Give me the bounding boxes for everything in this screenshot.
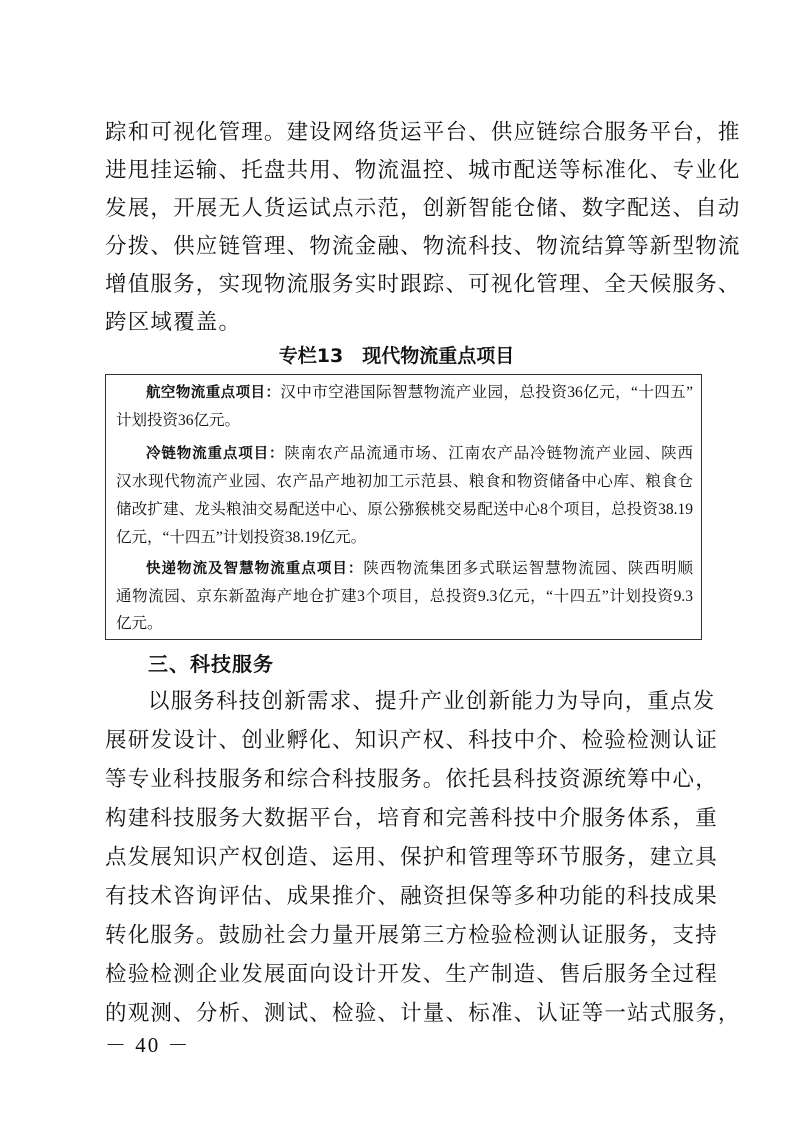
text-line: 展研发设计、创业孵化、知识产权、科技中介、检验检测认证 xyxy=(105,728,718,753)
text-line: 转化服务。鼓励社会力量开展第三方检验检测认证服务，支持 xyxy=(105,923,718,948)
box-item-aviation xyxy=(146,379,693,407)
text-line: 踪和可视化管理。建设网络货运平台、供应链综合服务平台，推 xyxy=(105,120,741,145)
section-heading: 三、科技服务 xyxy=(148,652,274,676)
box-item-text: 陕西物流集团多式联运智慧物流园、陕西明顺 xyxy=(363,560,693,577)
text-line: 分拨、供应链管理、物流金融、物流科技、物流结算等新型物流 xyxy=(105,234,741,259)
text-line: 构建科技服务大数据平台，培育和完善科技中介服务体系，重 xyxy=(105,806,718,831)
text-line: 以服务科技创新需求、提升产业创新能力为导向，重点发 xyxy=(148,689,716,714)
box-item-label: 冷链物流重点项目： xyxy=(146,446,285,462)
text-line: 等专业科技服务和综合科技服务。依托县科技资源统筹中心， xyxy=(105,767,718,792)
text-line: 跨区域覆盖。 xyxy=(105,310,242,335)
box-item-label: 航空物流重点项目： xyxy=(146,385,281,401)
box-text-line: 亿元，“十四五”计划投资38.19亿元。 xyxy=(116,529,367,546)
box-item-text: 陕南农产品流通市场、江南农产品冷链物流产业园、陕西 xyxy=(284,445,693,462)
box-item-cold-chain xyxy=(146,440,693,468)
text-line: 点发展知识产权创造、运用、保护和管理等环节服务，建立具 xyxy=(105,845,718,870)
box-item-express-smart xyxy=(146,555,693,583)
text-line: 增值服务，实现物流服务实时跟踪、可视化管理、全天候服务、 xyxy=(105,272,741,297)
box-text-line: 计划投资36亿元。 xyxy=(116,412,241,429)
box-text-line: 汉水现代物流产业园、农产品产地初加工示范县、粮食和物资储备中心库、粮食仓 xyxy=(116,473,693,490)
text-line: 发展，开展无人货运试点示范，创新智能仓储、数字配送、自动 xyxy=(105,196,741,221)
text-line: 有技术咨询评估、成果推介、融资担保等多种功能的科技成果 xyxy=(105,884,718,909)
text-line: 检验检测企业发展面向设计开发、生产制造、售后服务全过程 xyxy=(105,962,718,987)
box-item-text: 汉中市空港国际智慧物流产业园，总投资36亿元，“十四五” xyxy=(280,384,694,401)
box-title: 专栏13 现代物流重点项目 xyxy=(278,345,515,367)
box-item-label: 快递物流及智慧物流重点项目： xyxy=(146,561,364,577)
box-text-line: 储改扩建、龙头粮油交易配送中心、原公猕猴桃交易配送中心8个项目，总投资38.19 xyxy=(116,501,693,518)
text-line: 的观测、分析、测试、检验、计量、标准、认证等一站式服务， xyxy=(105,1001,741,1026)
box-text-line: 通物流园、京东新盈海产地仓扩建3个项目，总投资9.3亿元，“十四五”计划投资9.3 xyxy=(116,588,693,605)
box-text-line: 亿元。 xyxy=(116,615,163,632)
key-projects-box xyxy=(105,374,702,640)
text-line: 进甩挂运输、托盘共用、物流温控、城市配送等标准化、专业化 xyxy=(105,158,741,183)
page-number: － 40 － xyxy=(105,1033,191,1057)
